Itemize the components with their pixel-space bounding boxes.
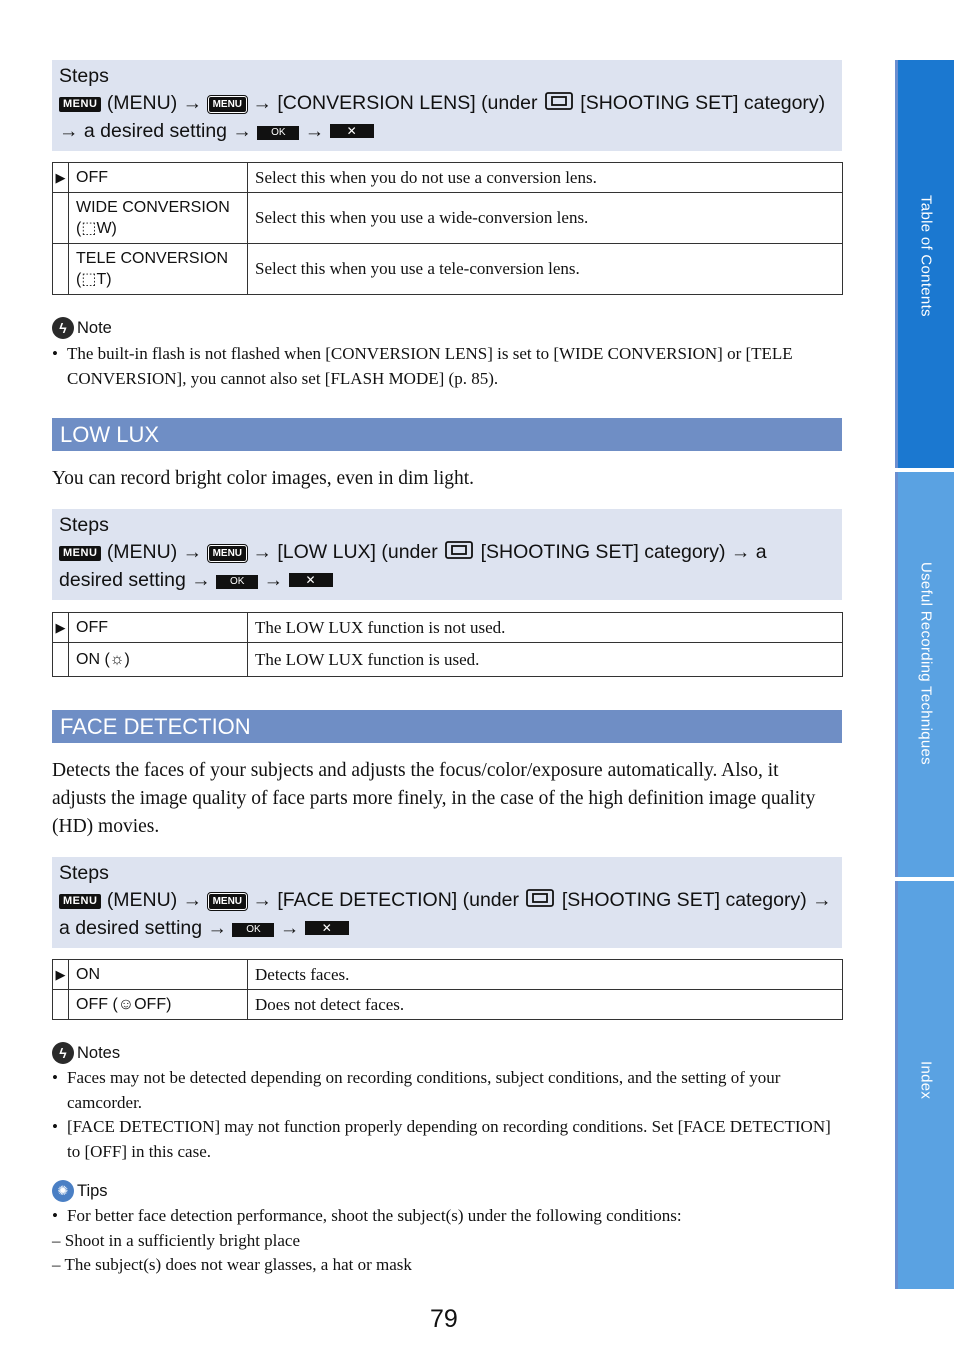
ok-icon: OK	[257, 126, 299, 140]
lightbulb-icon: ✺	[52, 1180, 74, 1202]
steps-title: Steps	[59, 862, 109, 884]
note-heading: ϟ Note	[52, 317, 112, 339]
table-row: OFF (☺OFF) Does not detect faces.	[53, 990, 843, 1020]
list-item: • The built-in flash is not flashed when [CONVERSION LENS] is set to [WIDE CONVERSION] or [TELE CONVERSION], you cannot also set [FLASH MODE] (p. 85).	[52, 342, 842, 391]
steps-box-conversion: Steps MENU (MENU) → MENU → [CONVERSION LENS] (under [SHOOTING SET] category) → a desired setting → OK → ✕	[52, 60, 842, 151]
camera-icon	[543, 91, 575, 111]
menu-button-icon: MENU	[59, 546, 101, 561]
notes-heading: ϟ Notes	[52, 1042, 120, 1064]
steps-title: Steps	[59, 514, 109, 536]
default-marker-icon: ▶	[53, 163, 69, 193]
note-warning-icon: ϟ	[52, 317, 74, 339]
list-item: • For better face detection performance, shoot the subject(s) under the following conditions:	[52, 1204, 842, 1229]
tab-index[interactable]: Index	[895, 881, 954, 1289]
close-icon: ✕	[330, 124, 374, 138]
table-row: ▶ OFF Select this when you do not use a conversion lens.	[53, 163, 843, 193]
camera-icon	[524, 888, 556, 908]
steps-box-face-detection: Steps MENU (MENU) → MENU → [FACE DETECTION] (under [SHOOTING SET] category) → a desired setting → OK → ✕	[52, 857, 842, 948]
list-item: • [FACE DETECTION] may not function properly depending on recording conditions. Set [FACE DETECTION] to [OFF] in this case.	[52, 1115, 842, 1164]
low-lux-intro: You can record bright color images, even in dim light.	[52, 468, 475, 489]
menu-icon: MENU	[208, 545, 247, 562]
tips-heading: ✺ Tips	[52, 1180, 108, 1202]
close-icon: ✕	[289, 573, 333, 587]
list-subitem: – The subject(s) does not wear glasses, a hat or mask	[52, 1255, 412, 1274]
notes-list	[52, 1066, 842, 1164]
ok-icon: OK	[216, 575, 258, 589]
steps-title: Steps	[59, 65, 109, 87]
list-item: • Faces may not be detected depending on recording conditions, subject conditions, and the setting of your camcorder.	[52, 1066, 842, 1115]
menu-button-icon: MENU	[59, 894, 101, 909]
page-number: 79	[430, 1305, 458, 1333]
ok-icon: OK	[232, 923, 274, 937]
section-header-face-detection: FACE DETECTION	[52, 710, 842, 743]
face-detection-intro: Detects the faces of your subjects and adjusts the focus/color/exposure automatically. Also, it adjusts the image quality of face parts more finely, in the case of the high definition image quality (HD) movies.	[52, 760, 816, 837]
low-lux-table	[52, 612, 843, 677]
table-row: ▶ ON Detects faces.	[53, 960, 843, 990]
tab-useful-recording-techniques[interactable]: Useful Recording Techniques	[895, 472, 954, 877]
table-row: TELE CONVERSION (⬚T) Select this when you use a tele-conversion lens.	[53, 244, 843, 295]
note-list	[52, 342, 842, 391]
conversion-lens-table	[52, 162, 843, 295]
note-warning-icon: ϟ	[52, 1042, 74, 1064]
menu-button-icon: MENU	[59, 97, 101, 112]
tips-list	[52, 1204, 842, 1278]
default-marker-icon: ▶	[53, 613, 69, 643]
default-marker-icon: ▶	[53, 960, 69, 990]
steps-box-low-lux: Steps MENU (MENU) → MENU → [LOW LUX] (under [SHOOTING SET] category) → a desired setting → OK → ✕	[52, 509, 842, 600]
list-subitem: – Shoot in a sufficiently bright place	[52, 1230, 301, 1250]
table-row: ON (☼) The LOW LUX function is used.	[53, 643, 843, 677]
table-row: WIDE CONVERSION (⬚W) Select this when you use a wide-conversion lens.	[53, 193, 843, 244]
close-icon: ✕	[305, 921, 349, 935]
tab-table-of-contents[interactable]: Table of Contents	[895, 60, 954, 468]
table-row: ▶ OFF The LOW LUX function is not used.	[53, 613, 843, 643]
menu-icon: MENU	[208, 96, 247, 113]
section-header-low-lux: LOW LUX	[52, 418, 842, 451]
camera-icon	[443, 540, 475, 560]
face-detection-table	[52, 959, 843, 1020]
menu-icon: MENU	[208, 893, 247, 910]
